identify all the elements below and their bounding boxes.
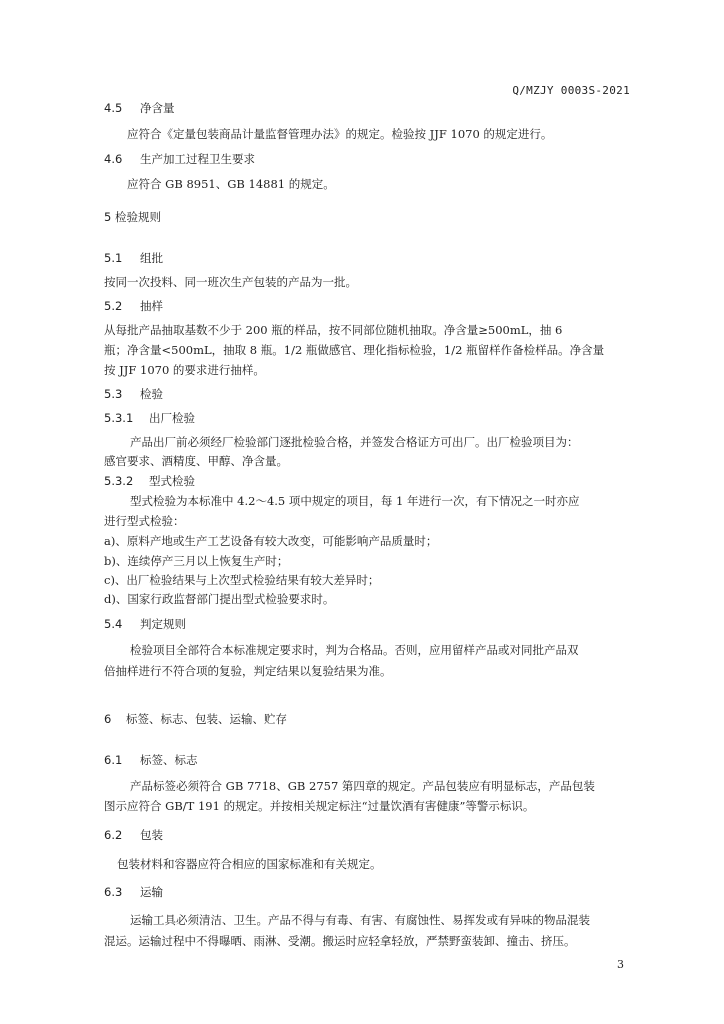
paragraph-5-3-2-line1: 型式检验为本标准中 4.2～4.5 项中规定的项目，每 1 年进行一次，有下情况之一时亦应 [130, 494, 580, 508]
heading-6-2: 6.2 包装 [104, 828, 163, 842]
paragraph-5-4-line1: 检验项目全部符合本标准规定要求时，判为合格品。否则，应用留样产品或对同批产品双 [130, 643, 579, 657]
heading-4-6: 4.6 生产加工过程卫生要求 [104, 152, 255, 166]
heading-5-2: 5.2 抽样 [104, 299, 163, 313]
list-item-b: b)、连续停产三月以上恢复生产时； [104, 554, 289, 568]
heading-5-3-2: 5.3.2 型式检验 [104, 474, 195, 488]
heading-6-1: 6.1 标签、标志 [104, 753, 198, 767]
paragraph-5-1: 按同一次投料、同一班次生产包装的产品为一批。 [104, 275, 357, 289]
heading-6: 6 标签、标志、包装、运输、贮存 [104, 712, 287, 726]
heading-5-4: 5.4 判定规则 [104, 617, 186, 631]
paragraph-6-3-line1: 运输工具必须清洁、卫生。产品不得与有毒、有害、有腐蚀性、易挥发或有异味的物品混装 [130, 913, 590, 927]
heading-5: 5 检验规则 [104, 210, 161, 224]
paragraph-5-2-line1: 从每批产品抽取基数不少于 200 瓶的样品，按不同部位随机抽取。净含量≥500mL，抽 6 [104, 323, 563, 337]
standard-code: Q/MZJY 0003S-2021 [512, 84, 630, 97]
list-item-a: a)、原料产地或生产工艺设备有较大改变，可能影响产品质量时； [104, 534, 438, 548]
heading-6-3: 6.3 运输 [104, 885, 163, 899]
paragraph-5-2-line2: 瓶；净含量<500mL，抽取 8 瓶。1/2 瓶做感官、理化指标检验，1/2 瓶留样作备检样品。净含量 [104, 343, 605, 357]
paragraph-5-3-1-line2: 感官要求、酒精度、甲醇、净含量。 [104, 454, 288, 468]
paragraph-5-4-line2: 倍抽样进行不符合项的复验，判定结果以复验结果为准。 [104, 664, 392, 678]
list-item-d: d)、国家行政监督部门提出型式检验要求时。 [104, 592, 335, 606]
paragraph-6-1-line2: 图示应符合 GB/T 191 的规定。并按相关规定标注“过量饮酒有害健康”等警示标识。 [104, 799, 535, 813]
heading-5-3: 5.3 检验 [104, 387, 163, 401]
paragraph-6-2: 包装材料和容器应符合相应的国家标准和有关规定。 [117, 857, 382, 871]
page-number: 3 [617, 958, 624, 971]
heading-4-5: 4.5 净含量 [104, 101, 175, 115]
list-item-c: c)、出厂检验结果与上次型式检验结果有较大差异时； [104, 573, 380, 587]
paragraph-6-3-line2: 混运。运输过程中不得曝晒、雨淋、受潮。搬运时应轻拿轻放，严禁野蛮装卸、撞击、挤压。 [104, 934, 576, 948]
heading-5-1: 5.1 组批 [104, 251, 163, 265]
paragraph-5-3-1-line1: 产品出厂前必须经厂检验部门逐批检验合格，并签发合格证方可出厂。出厂检验项目为： [130, 435, 579, 449]
paragraph-5-2-line3: 按 JJF 1070 的要求进行抽样。 [104, 363, 265, 377]
paragraph-5-3-2-line2: 进行型式检验： [104, 514, 185, 528]
paragraph-4-6: 应符合 GB 8951、GB 14881 的规定。 [127, 177, 335, 191]
paragraph-6-1-line1: 产品标签必须符合 GB 7718、GB 2757 第四章的规定。产品包装应有明显标志，产品包装 [130, 779, 595, 793]
paragraph-4-5: 应符合《定量包装商品计量监督管理办法》的规定。检验按 JJF 1070 的规定进行。 [127, 127, 553, 141]
heading-5-3-1: 5.3.1 出厂检验 [104, 411, 195, 425]
